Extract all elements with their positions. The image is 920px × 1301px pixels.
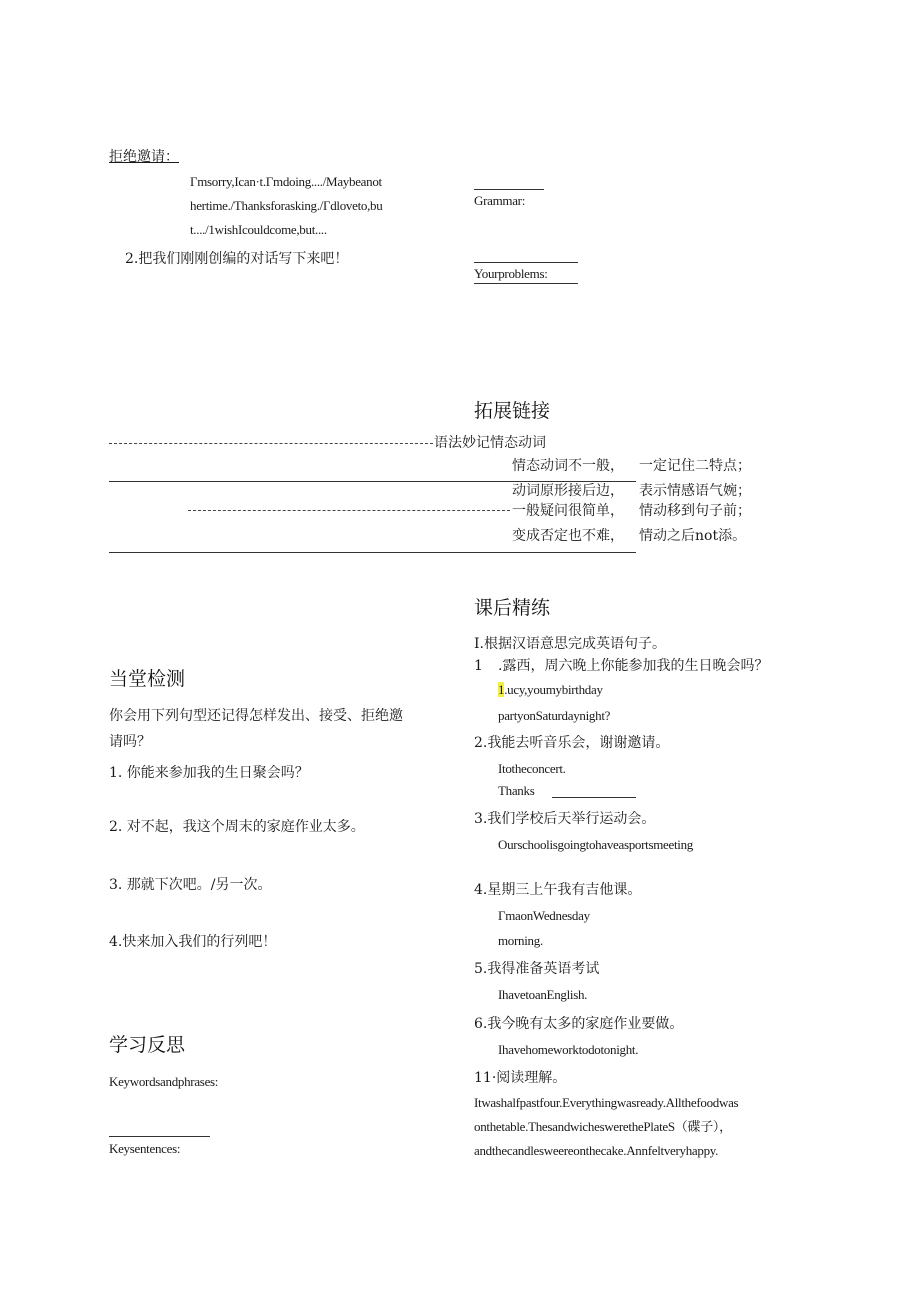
mnemonic-line-4a: 变成否定也不难， [512,528,624,544]
extend-title: 拓展链接 [474,400,551,422]
section2-title: 11·阅读理解。 [474,1070,567,1086]
check-title: 当堂检测 [109,668,186,690]
check-item-4: 4.快来加入我们的行列吧！ [109,934,277,950]
q3-chinese: 3.我们学校后天举行运动会。 [474,811,656,827]
reflect-title: 学习反思 [109,1034,186,1056]
mnemonic-line-2a: 动词原形接后边， [512,483,624,499]
section1-title: I.根据汉语意思完成英语句子。 [474,636,666,652]
keywords-answer-line [109,1136,210,1137]
mnemonic-line-3b: 情动移到句子前； [639,503,751,519]
check-intro-line-1: 你会用下列句型还记得怎样发出、接受、拒绝邀 [109,708,403,724]
check-intro-line-2: 请吗？ [109,734,151,750]
grammar-rule [474,189,544,190]
mnemonic-dash-line-2 [188,510,510,511]
mnemonic-title: 语法妙记情态动词 [434,435,546,451]
mnemonic-line-3a: 一般疑问很简单， [512,503,624,519]
keysentences-label: Keysentences: [109,1141,181,1156]
grammar-label: Grammar: [474,193,526,208]
reading-line-2: onthetable.ThesandwichesweretheΡlateS（碟子）， [474,1119,732,1134]
refuse-line-3: t..../1wishIcouldcome,but.... [190,222,327,237]
q1-english-text: .ucy,youmybirthday [504,682,603,697]
reading-line-1: Itwashalfpastfour.Everythingwasready.Allthefoodwas [474,1095,739,1110]
q1-highlight: 1 [498,682,505,697]
mnemonic-dash-line-1 [109,443,433,444]
q4-english-line-2: morning. [498,933,543,948]
mnemonic-line-1a: 情态动词不一般， [512,458,624,474]
practice-title: 课后精练 [474,597,551,619]
reading-line-3: andthecandlesweereonthecake.Annfeltveryhappy. [474,1143,719,1158]
q5-chinese: 5.我得准备英语考试 [474,961,600,977]
check-item-2: 2. 对不起，我这个周末的家庭作业太多。 [109,819,365,835]
q2-english-line-1: Itotheconcert. [498,761,566,776]
q4-chinese: 4.星期三上午我有吉他课。 [474,882,642,898]
q1-chinese: .露西，周六晚上你能参加我的生日晚会吗？ [498,658,769,674]
mnemonic-line-2b: 表示情感语气婉； [639,483,751,499]
refuse-line-2: hertime./Thanksforasking./Γdloveto,bu [190,198,383,213]
q4-english-line-1: ΓmaonWednesday [498,908,590,923]
mnemonic-line-1b: 一定记住二特点； [639,458,751,474]
q2-chinese: 2.我能去听音乐会，谢谢邀请。 [474,735,670,751]
write-dialog-instruction: 2.把我们刚刚创编的对话写下来吧！ [125,251,349,267]
check-item-1: 1. 你能来参加我的生日聚会吗？ [109,765,309,781]
q1-number: 1 [474,658,483,674]
problems-rule-bottom [474,283,578,284]
q2-answer-blank [552,797,636,798]
keywords-label: Keywordsandphrases: [109,1074,219,1089]
check-item-3: 3. 那就下次吧。/另一次。 [109,877,272,893]
q1-english-line-1 [498,681,603,698]
q2-english-line-2: Thanks [498,783,535,798]
mnemonic-rule-2 [109,552,636,553]
refuse-line-1: Γmsorry,Ican·t.Γmdoing..../Maybeanot [190,174,382,189]
problems-label: Yourproblems: [474,266,548,281]
mnemonic-line-4b: 情动之后not添。 [639,528,747,544]
q6-chinese: 6.我今晚有太多的家庭作业要做。 [474,1016,684,1032]
q1-english-line-2: partyonSaturdaynight? [498,708,611,723]
q3-english: Ourschoolisgoingtohaveasportsmeeting [498,837,693,852]
refuse-label: 拒绝邀请： [109,149,179,165]
problems-rule-top [474,262,578,263]
q5-english: IhavetoanEnglish. [498,987,588,1002]
q6-english: Ihavehomeworktodotonight. [498,1042,639,1057]
